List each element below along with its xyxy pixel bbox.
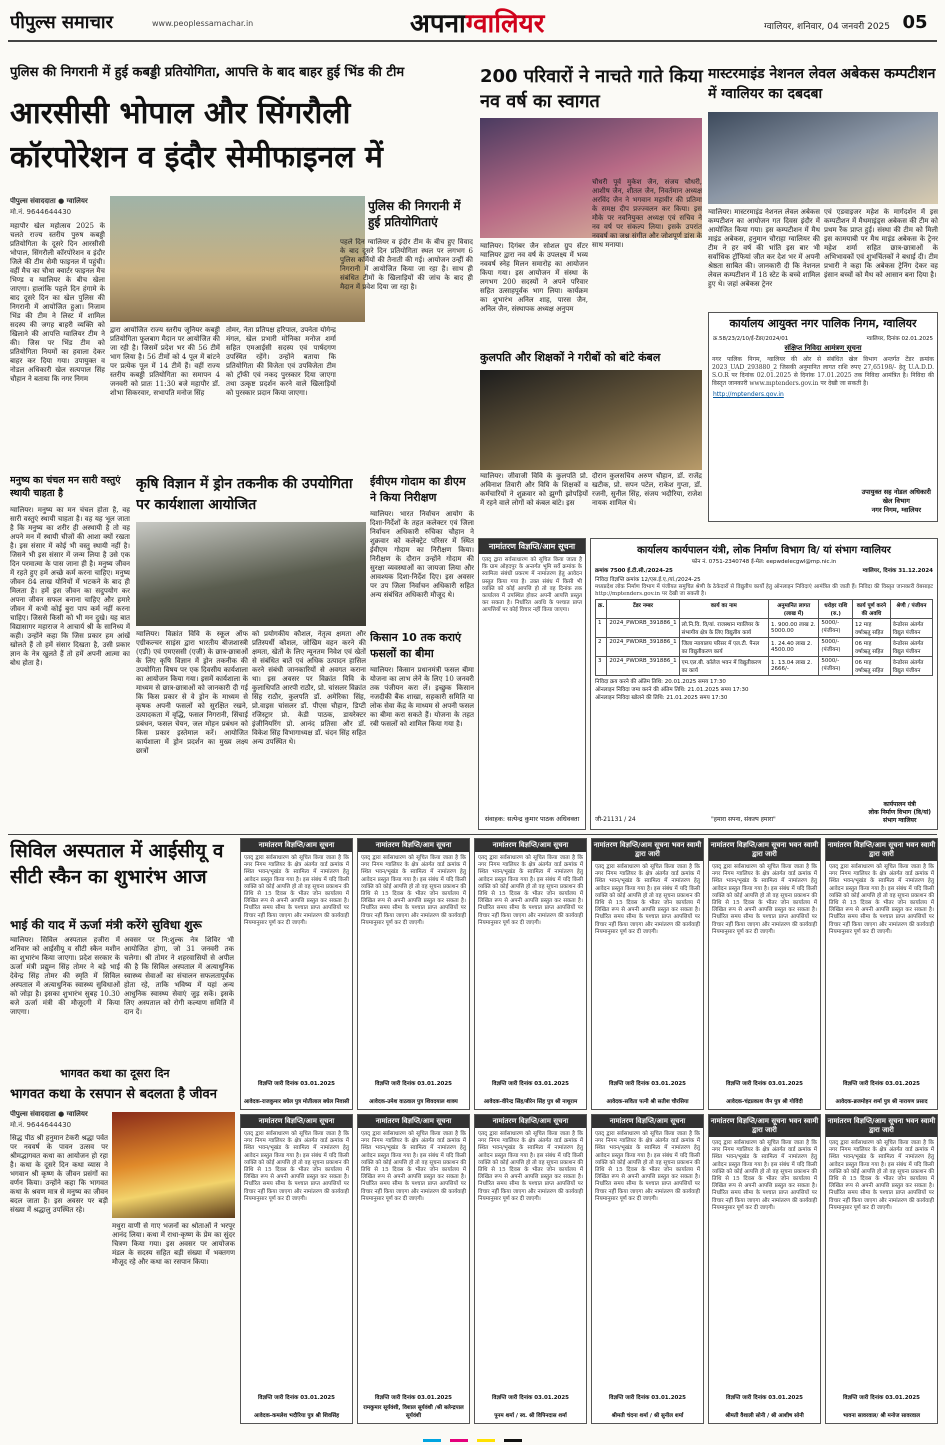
kabaddi-col-1: महापौर खेल महोत्सव 2025 के चलते राज्य स्तरीय पुरुष कबड्डी प्रतियोगिता के दूसरे दिन आरसीसी भोपाल, सिंगरौली कॉरपोरेशन व इंदौर जिले की टीम सेमी फाइनल में पहुंची। वहीं मैच का चौथा क्वार्टर फाइनल मैच भिण्ड व ग्वालियर के बीच खेला जाएगा। हालांकि पहले दिन हंगामे के बाद दूसरे दिन का खेल पुलिस की निगरानी में आयोजित हुआ। निजाम भिंड की टीम ने लिस्ट में शामिल सदस्य की जगह बाहरी व्यक्ति को खिलाने की आपत्ति ग्वालियर टीम ने की। जिस पर भिंड टीम को प्रतियोगिता नियमों का हवाला देकर बाहर कर दिया गया। उपायुक्त व नोडल अधिकारी खेल सत्यपाल सिंह चौहान ने बताया कि नगर निगम (10, 222, 105, 383)
classified-notice-title: नामांतरण विज्ञप्ति/आम सूचना भवन स्वामी द्वारा जारी (709, 1115, 820, 1137)
nigam-notice-date: ग्वालियर, दिनांक 02.01.2025 (866, 336, 933, 342)
classified-notice-title: नामांतरण विज्ञप्ति/आम सूचना (358, 1115, 469, 1128)
nigam-notice-signatory (862, 488, 931, 515)
pwd-table-cell: 1. 24.40 लाख 2. 4500.00 (768, 638, 818, 657)
pwd-table-cell: 2024_PWDRB_391886_1 (607, 638, 679, 657)
classified-notice-title: नामांतरण विज्ञप्ति/आम सूचना (358, 839, 469, 852)
pwd-title: कार्यालय कार्यपालन यंत्री, लोक निर्माण विभाग वि/ यां संभाग ग्वालियर (637, 545, 891, 556)
pwd-table-cell: 2024_PWDRB_391886_1 (607, 657, 679, 676)
mastermind-photo (708, 112, 938, 204)
newyear-col-2: चौधरी पूर्व मुकेश जैन, संजय चौधरी, आशीष जैन, शीतल जैन, निवर्तमान अध्यक्ष अरविंद जैन ने भगवान महावीर की प्रतिमा के समक्ष दीप प्रज्ज्वलन कर किया। इस मौके पर नवनियुक्त अध्यक्ष एवं सचिव ने नव वर्ष पर संकल्प लिया। इसके उपरांत नववर्ष का जश्न संगीत और जोशपूर्ण डांस के साथ मनाया। (592, 178, 702, 249)
classified-notice (474, 838, 587, 1110)
kabaddi-photo (110, 196, 365, 322)
page-number: 05 (902, 12, 928, 33)
drone-headline: कृषि विज्ञान में ड्रोन तकनीक की उपयोगिता पर कार्यशाला आयोजित (136, 476, 353, 513)
classified-notice (708, 1114, 821, 1424)
classified-notice-title: नामांतरण विज्ञप्ति/आम सूचना (475, 839, 586, 852)
classified-notice-date: विज्ञप्ति जारी दिनांक 03.01.2025 (608, 1395, 687, 1401)
classified-notice-date: विज्ञप्ति जारी दिनांक 03.01.2025 (374, 1081, 453, 1087)
pwd-table-cell: वेन्डोरस अंतर्गत विद्युत पंजीयन (890, 619, 932, 638)
classified-notice-title: नामांतरण विज्ञप्ति/आम सूचना (241, 1115, 352, 1128)
classified-notice (474, 1114, 587, 1424)
drone-col-1: ग्वालियर। विक्रांत विवि के स्कूल ऑफ एग्रीकल्चर साइंस द्वारा भारतीय बीजशास्त्री (एडी) एवं एमएससी (एजी) के छात्र-छात्राओं के लिए कृषि विज्ञान में ड्रोन तकनीक की उपयोगिता विषय पर एक दिवसीय कार्यशाला का आयोजन किया गया। इसमें कार्यशाला के माध्यम से छात्र-छात्राओं को जानकारी दी गई कि किस प्रकार से वे ड्रोन के माध्यम से कृषक अपनी फसलों को सुरक्षित रखने, उत्पादकता में वृद्धि, फसल निगरानी, सिंचाई प्रबंधन, फसल चेयन, जल मोहन प्रबंधन को किस प्रकार इस्तेमाल करें। आयोजित कार्यशाला में ड्रोन प्रदर्शन का मुख्य लक्ष्य छात्रों (136, 630, 248, 755)
bhagwat-photo (112, 1112, 235, 1218)
naamantaran-center-body: एतद् द्वारा सर्वसाधारण को सूचित किया जाता है कि ग्राम ओहदपुर के अन्तर्गत भूमि सर्वे क्रमांक के स्वामित्व संबंधी प्रकरण में नामांतरण हेतु आवेदन प्रस्तुत किया गया है। उक्त संबंध में किसी भी व्यक्ति को कोई आपत्ति हो तो वह दिनांक तक कार्यालय में उपस्थित होकर अपनी आपत्ति प्रस्तुत कर सकता है। निर्धारित अवधि के पश्चात प्राप्त आपत्तियों पर कोई विचार नहीं किया जाएगा। (482, 557, 582, 614)
blanket-col-2: दौरान कुलसचिव अरुण चौहान, डॉ. राजेंद्र खटीक, प्रो. सपन पटेल, राकेश गुप्ता, डॉ. रजनी, सुनील सिंह, संजय भदौरिया, राजेश नायक शामिल थे। (592, 472, 702, 507)
nigam-signatory-line-2: खेल विभाग (882, 497, 910, 505)
classified-notice-body: एतद् द्वारा सर्वसाधारण को सूचित किया जाता है कि नगर निगम ग्वालियर के क्षेत्र अंतर्गत वार्ड क्रमांक में स्थित भवन/भूखंड के स्वामित्व में नामांतरण हेतु आवेदन प्रस्तुत किया गया है। इस संबंध में यदि किसी व्यक्ति को कोई आपत्ति हो तो वह सूचना प्रकाशन की तिथि से 15 दिवस के भीतर जोन कार्यालय में लिखित रूप से अपनी आपत्ति प्रस्तुत कर सकता है। निर्धारित समय सीमा के पश्चात प्राप्त आपत्तियों पर विचार नहीं किया जाएगा और नामांतरण की कार्यवाही नियमानुसार पूर्ण कर दी जाएगी। (829, 1140, 934, 1211)
pwd-date: ग्वालियर, दिनांक 31.12.2024 (862, 568, 933, 574)
blanket-col-1: ग्वालियर। जीवाजी विवि के कुलपति प्रो. अविनाश तिवारी और विवि के शिक्षकों व कर्मचारियों ने शुक्रवार को झुग्गी झोपड़ियों में रहने वाले लोगों को कंबल बांटे। इस (480, 472, 588, 507)
classified-notice (591, 838, 704, 1110)
pwd-contact: फोन नं. 0751-2340748 ई-मेल: eepwdelecgwl@mp.nic.in (691, 559, 837, 565)
mastermind-headline: मास्टरमाइंड नेशनल लेवल अबेकस कम्पटीशन में ग्वालियर का दबदबा (708, 66, 936, 102)
classified-notice-body: एतद् द्वारा सर्वसाधारण को सूचित किया जाता है कि नगर निगम ग्वालियर के क्षेत्र अंतर्गत वार्ड क्रमांक में स्थित भवन/भूखंड के स्वामित्व में नामांतरण हेतु आवेदन प्रस्तुत किया गया है। इस संबंध में यदि किसी व्यक्ति को कोई आपत्ति हो तो वह सूचना प्रकाशन की तिथि से 15 दिवस के भीतर जोन कार्यालय में लिखित रूप से अपनी आपत्ति प्रस्तुत कर सकता है। निर्धारित समय सीमा के पश्चात प्राप्त आपत्तियों पर विचार नहीं किया जाएगा और नामांतरण की कार्यवाही नियमानुसार पूर्ण कर दी जाएगी। (829, 864, 934, 935)
classified-notice (708, 838, 821, 1110)
classified-notice (357, 1114, 470, 1424)
newyear-col-1: ग्वालियर। दिगंबर जैन सोशल ग्रुप सेंटर ग्वालियर द्वारा नव वर्ष के उपलक्ष्य में भव्य नववर्ष स्नेह मिलन समारोह का आयोजन किया गया। इस आयोजन में संस्था के लगभग 200 सदस्यों ने अपने परिवार सहित उत्साहपूर्वक भाग लिया। कार्यक्रम का शुभारंभ अनिल शाह, पारस जैन, अनिल जैन, संस्थापक अध्यक्ष अनुपम (480, 242, 588, 313)
bhagwat-mobile: मो.नं. 9644644430 (10, 1121, 72, 1129)
classified-notice-signatory: पूनम शर्मा / स्व. श्री विपिनदास शर्मा (494, 1413, 567, 1419)
bhagwat-headline: भागवत कथा के रसपान से बदलता है जीवन (10, 1087, 217, 1102)
pwd-table-cell: 5000/- (पंजीयन) (819, 619, 853, 638)
nigam-signatory-line-3: नगर निगम, ग्वालियर (871, 506, 922, 514)
kabaddi-photo-caption: पुलिस की निगरानी में हुई प्रतियोगिताएं (368, 199, 461, 229)
classified-notice (825, 1114, 938, 1424)
classified-notice-body: एतद् द्वारा सर्वसाधारण को सूचित किया जाता है कि नगर निगम ग्वालियर के क्षेत्र अंतर्गत वार्ड क्रमांक में स्थित भवन/भूखंड के स्वामित्व में नामांतरण हेतु आवेदन प्रस्तुत किया गया है। इस संबंध में यदि किसी व्यक्ति को कोई आपत्ति हो तो वह सूचना प्रकाशन की तिथि से 15 दिवस के भीतर जोन कार्यालय में लिखित रूप से अपनी आपत्ति प्रस्तुत कर सकता है। निर्धारित समय सीमा के पश्चात प्राप्त आपत्तियों पर विचार नहीं किया जाएगा और नामांतरण की कार्यवाही नियमानुसार पूर्ण कर दी जाएगी। (478, 1131, 583, 1202)
kabaddi-col-3: तोमर, नेता प्रतिपक्ष हरिपाल, उपनेता योगेन्द्र मंगल, खेल प्रभारी मोनिका मनोज शर्मा सहित एमआईसी सदस्य एवं पार्षदगण उपस्थित रहेंगे। उन्होंने बताया कि प्रतियोगिता की विजेता एवं उपविजेता टीम को ट्रॉफी एवं नकद पुरस्कार दिया जाएगा तथा उत्कृष्ट प्रदर्शन करने वाले खिलाड़ियों को पुरस्कार प्रदान किया जाएगा। (226, 326, 336, 397)
classified-notice-body: एतद् द्वारा सर्वसाधारण को सूचित किया जाता है कि नगर निगम ग्वालियर के क्षेत्र अंतर्गत वार्ड क्रमांक में स्थित भवन/भूखंड के स्वामित्व में नामांतरण हेतु आवेदन प्रस्तुत किया गया है। इस संबंध में यदि किसी व्यक्ति को कोई आपत्ति हो तो वह सूचना प्रकाशन की तिथि से 15 दिवस के भीतर जोन कार्यालय में लिखित रूप से अपनी आपत्ति प्रस्तुत कर सकता है। निर्धारित समय सीमा के पश्चात प्राप्त आपत्तियों पर विचार नहीं किया जाएगा और नामांतरण की कार्यवाही नियमानुसार पूर्ण कर दी जाएगी। (712, 864, 817, 935)
pwd-table-row (596, 638, 933, 657)
pwd-table-header-cell: टेंडर नम्बर (607, 600, 679, 619)
classified-notice-title: नामांतरण विज्ञप्ति/आम सूचना भवन स्वामी द्वारा जारी (826, 1115, 937, 1137)
bhagwat-col-1: सिद्ध पीठ श्री हनुमान टेकरी श्रद्धा पर्वत पर नववर्ष के पावन उत्सव पर श्रीमद्भागवत कथा का आयोजन हो रहा है। कथा के दूसरे दिन कथा व्यास ने भगवान श्री कृष्ण के जीवन प्रसंगों का वर्णन किया। उन्होंने कहा कि भागवत कथा के श्रवण मात्र से मनुष्य का जीवन बदल जाता है। इस अवसर पर बड़ी संख्या में श्रद्धालु उपस्थित रहे। (10, 1134, 108, 1214)
kabaddi-headline: आरसीसी भोपाल और सिंगरौली कॉरपोरेशन व इंदौर सेमीफाइनल में (10, 96, 383, 175)
pwd-table-header-cell: अनुमानित लागत (लाख में) (768, 600, 818, 619)
pwd-table-cell: 06 माह वर्षाऋतु सहित (853, 657, 891, 676)
cmyk-cyan-swatch (423, 1439, 441, 1442)
classified-notice-title: नामांतरण विज्ञप्ति/आम सूचना (592, 1115, 703, 1128)
classified-notice-signatory: भावना सावरवाल/ श्री मनोज सावरवाल (843, 1413, 920, 1419)
kabaddi-byline: पीपुल्स संवाददाता ● ग्वालियर (10, 197, 88, 205)
classified-notice-body: एतद् द्वारा सर्वसाधारण को सूचित किया जाता है कि नगर निगम ग्वालियर के क्षेत्र अंतर्गत वार्ड क्रमांक में स्थित भवन/भूखंड के स्वामित्व में नामांतरण हेतु आवेदन प्रस्तुत किया गया है। इस संबंध में यदि किसी व्यक्ति को कोई आपत्ति हो तो वह सूचना प्रकाशन की तिथि से 15 दिवस के भीतर जोन कार्यालय में लिखित रूप से अपनी आपत्ति प्रस्तुत कर सकता है। निर्धारित समय सीमा के पश्चात प्राप्त आपत्तियों पर विचार नहीं किया जाएगा और नामांतरण की कार्यवाही नियमानुसार पूर्ण कर दी जाएगी। (361, 855, 466, 926)
pwd-table-cell: 2 (596, 638, 607, 657)
nigam-notice-subhead: संक्षिप्त निविदा आमंत्रण सूचना (784, 344, 862, 352)
pwd-schedule-3: ऑनलाइन निविदा खोलने की तिथि: 21.01.2025 समय 17:30 (595, 695, 728, 702)
classified-notice-date: विज्ञप्ति जारी दिनांक 03.01.2025 (374, 1395, 453, 1401)
pwd-signatory-line-1: कार्यपालन यंत्री (883, 801, 916, 808)
kabaddi-mobile: मो.नं. 9644644430 (10, 208, 72, 216)
pwd-table-header-cell: कार्य का नाम (679, 600, 768, 619)
classified-notice-signatory: आवेदक-उमेश वाठवाल पुत्र शिवदयाल शाक्य (369, 1099, 458, 1105)
pwd-footer-left: जी-21131 / 24 (595, 816, 636, 823)
pwd-table-cell: 06 माह वर्षाऋतु सहित (853, 638, 891, 657)
classified-notice-signatory: श्रीमती वैशाली सोनी / श्री आशीष सोनी (725, 1413, 804, 1419)
classified-notice-signatory: आवेदक-कमलेश भदौरिया पुत्र श्री शिवसिंह (253, 1413, 339, 1419)
kabaddi-kicker: पुलिस की निगरानी में हुई कबड्डी प्रतियोगिता, आपत्ति के बाद बाहर हुई भिंड की टीम (10, 65, 405, 80)
pwd-table-cell: 1 (596, 619, 607, 638)
naamantaran-center-notice (478, 538, 586, 830)
drone-col-2: को प्रयोगकीय कौशल, नेतृत्व क्षमता और प्रतिस्पर्धी कौशल, जोखिम वहन करने की क्षमता, खेतों के लिए न्यूनतम निवेश एवं खेतों से संबंधित बातें एवं अधिक उत्पादन हासिल करने संबंधी जानकारियों से अवगत कराना था। इस अवसर पर विक्रांत विवि के कुलाधिपति आरपी राठौर, प्रो. चांसलर विक्रांत सिंह राठौर, कुलपति डॉ. अमेरिका सिंह, प्रो.वाइस चांसलर डॉ. पीएस चौहान, डिप्टी रजिस्ट्रार प्रो. केडी पाठक, डायरेक्टर इंजीनियरिंग प्रो. आनंद प्रतिसा और डॉ. विकेश सिंह विभागाध्यक्ष डॉ. चंदन सिंह सहित अन्य उपस्थित थे। (252, 630, 366, 746)
pwd-table-header-cell: धरोहर राशि (रु.) (819, 600, 853, 619)
city-date: ग्वालियर, शनिवार, 04 जनवरी 2025 (764, 22, 890, 32)
bhagwat-kicker: भागवत कथा का दूसरा दिन (60, 1067, 170, 1080)
hospital-kicker: भाई की याद में ऊर्जा मंत्री करेंगे सुविधा शुरू (10, 918, 202, 932)
classified-notice-signatory: आवेदक-वीरेन्द्र सिंह/बीरेन सिंह पुत्र श्री नाथूराम (483, 1099, 578, 1105)
pwd-table-row (596, 619, 933, 638)
pwd-footer-mid: "हमारा सपना, संकल्प हमारा" (711, 816, 776, 823)
pwd-table-header-cell: कार्य पूर्ण करने की अवधि (853, 600, 891, 619)
pwd-tender-table (595, 599, 933, 676)
classified-notice-title: नामांतरण विज्ञप्ति/आम सूचना भवन स्वामी द्वारा जारी (592, 839, 703, 861)
classified-notice-body: एतद् द्वारा सर्वसाधारण को सूचित किया जाता है कि नगर निगम ग्वालियर के क्षेत्र अंतर्गत वार्ड क्रमांक में स्थित भवन/भूखंड के स्वामित्व में नामांतरण हेतु आवेदन प्रस्तुत किया गया है। इस संबंध में यदि किसी व्यक्ति को कोई आपत्ति हो तो वह सूचना प्रकाशन की तिथि से 15 दिवस के भीतर जोन कार्यालय में लिखित रूप से अपनी आपत्ति प्रस्तुत कर सकता है। निर्धारित समय सीमा के पश्चात प्राप्त आपत्तियों पर विचार नहीं किया जाएगा और नामांतरण की कार्यवाही नियमानुसार पूर्ण कर दी जाएगी। (595, 864, 700, 935)
kabaddi-col-2: द्वारा आयोजित राज्य स्तरीय जूनियर कबड्डी प्रतियोगिता फूलबाग मैदान पर आयोजित की जा रही है। जिसमें प्रदेश भर की 56 टीमें भाग लिया है। 56 टीमों को 4 पूल में बांटने पर प्रत्येक पूल में 14 टीमें हैं। वहीं राज्य स्तरीय कबड्डी प्रतियोगिता का समापन 4 जनवरी को प्रातः 11:30 बजे महापौर डॉ. शोभा सिकरवार, सभापति मनोज सिंह (110, 326, 220, 397)
classified-notice-body: एतद् द्वारा सर्वसाधारण को सूचित किया जाता है कि नगर निगम ग्वालियर के क्षेत्र अंतर्गत वार्ड क्रमांक में स्थित भवन/भूखंड के स्वामित्व में नामांतरण हेतु आवेदन प्रस्तुत किया गया है। इस संबंध में यदि किसी व्यक्ति को कोई आपत्ति हो तो वह सूचना प्रकाशन की तिथि से 15 दिवस के भीतर जोन कार्यालय में लिखित रूप से अपनी आपत्ति प्रस्तुत कर सकता है। निर्धारित समय सीमा के पश्चात प्राप्त आपत्तियों पर विचार नहीं किया जाएगा और नामांतरण की कार्यवाही नियमानुसार पूर्ण कर दी जाएगी। (244, 855, 349, 926)
hospital-headline: सिविल अस्पताल में आईसीयू व सीटी स्कैन का शुभारंभ आज (10, 840, 224, 888)
nigam-notice-ref: क्र.58/23/2/10/ई-टेंडर/2024/01 (713, 336, 789, 342)
classified-notice-title: नामांतरण विज्ञप्ति/आम सूचना (475, 1115, 586, 1128)
pwd-table-cell: 2024_PWDRB_391886_1 (607, 619, 679, 638)
naamantaran-center-footer: संवाहक: सत्येन्द्र कुमार पाठक अधिवक्ता (484, 815, 580, 823)
classified-notice-signatory: श्रीमती चंदना शर्मा / श्री सुनील शर्मा (611, 1413, 684, 1419)
classified-notice-title: नामांतरण विज्ञप्ति/आम सूचना भवन स्वामी द्वारा जारी (826, 839, 937, 861)
hospital-col-2: अवसर पर नि:शुल्क नेत्र शिविर भी आयोजित होगा, जो 31 जनवरी तक चलेगा। श्री तोमर ने शहरवासियों से अपील की है कि सिविल अस्पताल में अत्याधुनिक स्वास्थ्य सेवाओं का संचालन सफलतापूर्वक होता रहे, ताकि भविष्य में यहां अन्य आधुनिक स्वास्थ्य सेवाएं जुड़ सकें। इसके लिए अस्पताल को रोगी कल्याण समिति में दान दें। (124, 936, 234, 1016)
classified-notice-date: विज्ञप्ति जारी दिनांक 03.01.2025 (725, 1395, 804, 1401)
pwd-table-cell: लो.नि.वि. वि/यां. राजस्थान ग्वालियर के संभागीय क्षेत्र के लिए विद्युतीय कार्य (679, 619, 768, 638)
classified-notice (357, 838, 470, 1110)
life-headline: मनुष्य का चंचल मन सारी वस्तुएं स्थायी चाहता है (10, 475, 121, 499)
kisan-body: ग्वालियर। किसान प्रधानमंत्री फसल बीमा योजना का लाभ लेने के लिए 10 जनवरी तक पंजीयन करा लें। इच्छुक किसान नजदीकी बैंक शाखा, सहकारी समिति या लोक सेवा केंद्र के माध्यम से अपनी फसल का बीमा करा सकते हैं। योजना के तहत रबी फसलों को शामिल किया गया है। (370, 666, 474, 728)
classified-notice (240, 1114, 353, 1424)
section-title-part-2: ग्वालियर (465, 9, 545, 38)
masthead-divider (8, 40, 937, 42)
pwd-signatory-line-2: लोक निर्माण विभाग (वि/यां) (868, 809, 931, 816)
naamantaran-center-title: नामांतरण विज्ञप्ति/आम सूचना (479, 539, 585, 554)
pwd-table-header-cell: क्र. (596, 600, 607, 619)
nigam-notice-body: नगर पालिक निगम, ग्वालियर की ओर से संबंधित खेल विभाग अन्तर्गत टेंडर क्रमांक 2023_UAD_293880_2 जिसकी अनुमानित लागत राशि रुपए 27,65198/- हेतु U.A.D.D. S.O.R पर दिनांक 02.01.2025 से दिनांक 17.01.2025 तक निविदा आमंत्रित है। निविदा की विस्तृत जानकारी www.mptenders.gov.in पर देखी जा सकती है। (712, 356, 934, 387)
classifieds-row-2 (240, 1114, 938, 1424)
pwd-table-cell: एम.एल.बी. कॉलेज भवन में विद्युतीकरण का कार्य (679, 657, 768, 676)
classified-notice-signatory: रामकुमार सूर्यवंशी, विशाल सूर्यवंशी /श्री बलेन्द्रपाल सूर्यवंशी (363, 1405, 464, 1419)
blanket-headline: कुलपति और शिक्षकों ने गरीबों को बांटे कंबल (480, 351, 661, 364)
website-label: www.peoplessamachar.in (152, 19, 254, 28)
nigam-notice (708, 312, 938, 522)
nigam-notice-title: कार्यालय आयुक्त नगर पालिक निगम, ग्वालियर (729, 317, 917, 330)
section-divider (8, 834, 937, 835)
classified-notice (825, 838, 938, 1110)
pwd-table-cell: 1. 13.04 लाख 2. 2666/- (768, 657, 818, 676)
pwd-schedule-1: निविदा क्रय करने की अंतिम तिथि: 20.01.2025 समय 17:30 (595, 679, 726, 686)
classified-notice-signatory: आवेदक-राजकुमार बघेल पुत्र मोतीलाल बघेल निवासी (243, 1099, 350, 1105)
pwd-schedule-2: ऑनलाइन निविदा जमा करने की अंतिम तिथि: 21.01.2025 समय 17:30 (595, 687, 749, 694)
life-body: ग्वालियर। मनुष्य का मन चंचल होता है, वह सारी वस्तुएं स्थायी चाहता है। वह यह भूल जाता है कि मनुष्य का शरीर ही अस्थायी है तो वह अपने मन में स्थायी चीजों की आशा क्यों रखता है। इस संसार में कोई भी वस्तु स्थायी नहीं है। जिसने भी इस संसार में जन्म लिया है उसे एक दिन परमात्मा के पास जाना ही है। मनुष्य जीवन में रहते हुए हमें अच्छे कर्म करना चाहिए। मनुष्य जीवन 84 लाख योनियों में भटकने के बाद ही मिलता है। हमें इस जीवन का सदुपयोग कर अपना जीवन सफल बनाना चाहिए और हमारे जीवन में कभी कोई बुरा पाप कर्म नहीं करना चाहिए। जिससे किसी को भी मन दुखे। यह बात विद्यासागर महाराज ने आचार्य श्री के सानिध्य में कही। उन्होंने कहा कि जिस प्रकार हम आंखें खोलते हैं तो हमें संसार दिखता है, उसी प्रकार ज्ञान के नेत्र खुलते हैं तो हमें अपनी आत्मा का बोध होता है। (10, 506, 130, 667)
pwd-table-cell: 5000/- (पंजीयन) (819, 657, 853, 676)
pwd-table-cell: जिला न्यायालय परिसर में एल.टी. पैनल का विद्युतीकरण कार्य (679, 638, 768, 657)
nigam-signatory-line-1: उपायुक्त सह नोडल अधिकारी (861, 488, 931, 496)
masthead (0, 0, 945, 42)
kisan-headline: किसान 10 तक कराएं फसलों का बीमा (370, 631, 462, 660)
classified-notice-title: नामांतरण विज्ञप्ति/आम सूचना (241, 839, 352, 852)
pwd-table-cell: 1. 900.00 लाख 2. 5000.00 (768, 619, 818, 638)
cmyk-magenta-swatch (450, 1439, 468, 1442)
pwd-ref: क्रमांक 7500 ई.टी.सी./2024-25 (595, 568, 673, 574)
color-registration-bar (0, 1430, 945, 1442)
classified-notice-date: विज्ञप्ति जारी दिनांक 03.01.2025 (608, 1081, 687, 1087)
classified-notice-date: विज्ञप्ति जारी दिनांक 03.01.2025 (257, 1395, 336, 1401)
classified-notice-body: एतद् द्वारा सर्वसाधारण को सूचित किया जाता है कि नगर निगम ग्वालियर के क्षेत्र अंतर्गत वार्ड क्रमांक में स्थित भवन/भूखंड के स्वामित्व में नामांतरण हेतु आवेदन प्रस्तुत किया गया है। इस संबंध में यदि किसी व्यक्ति को कोई आपत्ति हो तो वह सूचना प्रकाशन की तिथि से 15 दिवस के भीतर जोन कार्यालय में लिखित रूप से अपनी आपत्ति प्रस्तुत कर सकता है। निर्धारित समय सीमा के पश्चात प्राप्त आपत्तियों पर विचार नहीं किया जाएगा और नामांतरण की कार्यवाही नियमानुसार पूर्ण कर दी जाएगी। (478, 855, 583, 926)
classified-notice-date: विज्ञप्ति जारी दिनांक 03.01.2025 (491, 1395, 570, 1401)
cmyk-black-swatch (504, 1439, 522, 1442)
classified-notice-title: नामांतरण विज्ञप्ति/आम सूचना भवन स्वामी द्वारा जारी (709, 839, 820, 861)
pwd-table-header-cell: श्रेणी / पंजीयन (890, 600, 932, 619)
blanket-photo (480, 370, 702, 470)
pwd-signatory-line-3: संभाग ग्वालियर (883, 817, 917, 824)
classified-notice-date: विज्ञप्ति जारी दिनांक 03.01.2025 (725, 1081, 804, 1087)
classified-notice-date: विज्ञप्ति जारी दिनांक 03.01.2025 (257, 1081, 336, 1087)
classified-notice-signatory: आवेदक-चंद्रप्रकाश जैन पुत्र श्री गोविंदी (726, 1099, 803, 1105)
pwd-signatory (868, 801, 931, 825)
evm-body: ग्वालियर। भारत निर्वाचन आयोग के दिशा-निर्देशों के तहत कलेक्टर एवं जिला निर्वाचन अधिकारी रुचिका चौहान ने शुक्रवार को कलेक्ट्रेट परिसर में स्थित ईवीएम गोदाम का निरीक्षण किया। निरीक्षण के दौरान उन्होंने गोदाम की सुरक्षा व्यवस्थाओं का जायजा लिया और आवश्यक दिशा-निर्देश दिए। इस अवसर पर उप जिला निर्वाचन अधिकारी सहित अन्य संबंधित अधिकारी मौजूद थे। (370, 510, 474, 599)
classified-notice-body: एतद् द्वारा सर्वसाधारण को सूचित किया जाता है कि नगर निगम ग्वालियर के क्षेत्र अंतर्गत वार्ड क्रमांक में स्थित भवन/भूखंड के स्वामित्व में नामांतरण हेतु आवेदन प्रस्तुत किया गया है। इस संबंध में यदि किसी व्यक्ति को कोई आपत्ति हो तो वह सूचना प्रकाशन की तिथि से 15 दिवस के भीतर जोन कार्यालय में लिखित रूप से अपनी आपत्ति प्रस्तुत कर सकता है। निर्धारित समय सीमा के पश्चात प्राप्त आपत्तियों पर विचार नहीं किया जाएगा और नामांतरण की कार्यवाही नियमानुसार पूर्ण कर दी जाएगी। (595, 1131, 700, 1202)
newyear-headline: 200 परिवारों ने नाचते गाते किया नव वर्ष का स्वागत (480, 66, 703, 112)
pwd-intro: मध्यप्रदेश लोक निर्माण विभाग में पंजीयत समुचित श्रेणी के ठेकेदारों से विद्युतीय कार्यों हेतु ऑनलाइन निविदाएं आमंत्रित की जाती हैं। निविदा की विस्तृत जानकारी वेबसाइट http://mptenders.gov.in पर देखी जा सकती है। (595, 584, 933, 598)
mastermind-col-1: ग्वालियर। मास्टरमाइंड नेशनल लेवल अबेकस कम्पटीशन का आयोजन गत दिवस इंदौर में आयोजित किया गया। इस कम्पटीशन में मैथ माइंड अबेकस, हनुमान चौराहा ग्वालियर की टीम ने हर वर्ष की भांति इस बार भी सर्वाधिक ट्रॉफियां जीत कर देश भर में अपनी श्रेष्ठता साबित की। जानकारी दी कि नेशनल लेवल कम्पटीशन में 18 स्टेट के बच्चे शामिल हुए थे। जहां अबेकस ट्रेनर (708, 208, 820, 288)
pwd-table-cell: 5000/- (पंजीयन) (819, 638, 853, 657)
bhagwat-byline: पीपुल्स संवाददाता ● ग्वालियर (10, 1110, 88, 1118)
evm-headline: ईवीएम गोदाम का डीएम ने किया निरीक्षण (370, 475, 466, 504)
mastermind-col-2: एवं एडवाइजर महेश के मार्गदर्शन में इस कम्पटीशन में मैथमाइंड्स अबेकस की टीम को प्रथम रैंक प्राप्त हुई। संस्था की टीम को मिली इस कामयाबी पर मैथ माइंड अबेकस के ट्रेनर महेश शर्मा सहित छात्र-छात्राओं के अभिभावकों एवं शुभचिंतकों ने बधाई दी। टीम प्रभारी ने कहा कि अबेकस ट्रेनिंग देकर वह इंसान बच्चों को मैथ को आसान बना दिया है। (824, 208, 938, 279)
classified-notice-date: विज्ञप्ति जारी दिनांक 03.01.2025 (491, 1081, 570, 1087)
cmyk-yellow-swatch (477, 1439, 495, 1442)
classified-notice-body: एतद् द्वारा सर्वसाधारण को सूचित किया जाता है कि नगर निगम ग्वालियर के क्षेत्र अंतर्गत वार्ड क्रमांक में स्थित भवन/भूखंड के स्वामित्व में नामांतरण हेतु आवेदन प्रस्तुत किया गया है। इस संबंध में यदि किसी व्यक्ति को कोई आपत्ति हो तो वह सूचना प्रकाशन की तिथि से 15 दिवस के भीतर जोन कार्यालय में लिखित रूप से अपनी आपत्ति प्रस्तुत कर सकता है। निर्धारित समय सीमा के पश्चात प्राप्त आपत्तियों पर विचार नहीं किया जाएगा और नामांतरण की कार्यवाही नियमानुसार पूर्ण कर दी जाएगी। (712, 1140, 817, 1211)
pwd-table-cell: वेन्डोरस अंतर्गत विद्युत पंजीयन (890, 638, 932, 657)
classified-notice-signatory: आवेदक-ब्रजमोहन शर्मा पुत्र श्री नारायण प्रसाद (835, 1099, 928, 1105)
pwd-tender-notice (590, 538, 938, 830)
classified-notice (591, 1114, 704, 1424)
section-title-part-1: अपना (410, 9, 466, 38)
pwd-table-row (596, 657, 933, 676)
pwd-table-cell: वेन्डोरस अंतर्गत विद्युत पंजीयन (890, 657, 932, 676)
hospital-col-1: ग्वालियर। सिविल अस्पताल हजीरा में शनिवार को आईसीयू व सीटी स्कैन मशीन का शुभारंभ किया जाएगा। प्रदेश सरकार के ऊर्जा मंत्री प्रद्युम्न सिंह तोमर ने बड़े भाई देवेन्द्र सिंह तोमर की स्मृति में सिविल अस्पताल में अत्याधुनिक स्वास्थ्य सुविधाओं को जोड़ा है। इसका शुभारंभ सुबह 10.30 बजे ऊर्जा मंत्री की मौजूदगी में किया जाएगा। (10, 936, 120, 1016)
pwd-table-cell: 12 माह वर्षाऋतु सहित (853, 619, 891, 638)
paper-logo: पीपुल्स समाचार (10, 12, 113, 33)
pwd-table-cell: 3 (596, 657, 607, 676)
classified-notice-date: विज्ञप्ति जारी दिनांक 03.01.2025 (842, 1081, 921, 1087)
classified-notice-body: एतद् द्वारा सर्वसाधारण को सूचित किया जाता है कि नगर निगम ग्वालियर के क्षेत्र अंतर्गत वार्ड क्रमांक में स्थित भवन/भूखंड के स्वामित्व में नामांतरण हेतु आवेदन प्रस्तुत किया गया है। इस संबंध में यदि किसी व्यक्ति को कोई आपत्ति हो तो वह सूचना प्रकाशन की तिथि से 15 दिवस के भीतर जोन कार्यालय में लिखित रूप से अपनी आपत्ति प्रस्तुत कर सकता है। निर्धारित समय सीमा के पश्चात प्राप्त आपत्तियों पर विचार नहीं किया जाएगा और नामांतरण की कार्यवाही नियमानुसार पूर्ण कर दी जाएगी। (361, 1131, 466, 1202)
classified-notice (240, 838, 353, 1110)
nigam-notice-website[interactable]: http://mptenders.gov.in (713, 391, 784, 398)
pwd-sub: निविदा विज्ञप्ति क्रमांक 12/एस.ई.ए./यां./2024-25 (595, 577, 701, 583)
classifieds-row-1 (240, 838, 938, 1110)
classified-notice-body: एतद् द्वारा सर्वसाधारण को सूचित किया जाता है कि नगर निगम ग्वालियर के क्षेत्र अंतर्गत वार्ड क्रमांक में स्थित भवन/भूखंड के स्वामित्व में नामांतरण हेतु आवेदन प्रस्तुत किया गया है। इस संबंध में यदि किसी व्यक्ति को कोई आपत्ति हो तो वह सूचना प्रकाशन की तिथि से 15 दिवस के भीतर जोन कार्यालय में लिखित रूप से अपनी आपत्ति प्रस्तुत कर सकता है। निर्धारित समय सीमा के पश्चात प्राप्त आपत्तियों पर विचार नहीं किया जाएगा और नामांतरण की कार्यवाही नियमानुसार पूर्ण कर दी जाएगी। (244, 1131, 349, 1202)
section-title (410, 4, 610, 38)
classified-notice-signatory: आवेदक-सविता पत्नी श्री सतीश चौरसिया (606, 1099, 689, 1105)
drone-photo (136, 522, 366, 626)
classified-notice-date: विज्ञप्ति जारी दिनांक 03.01.2025 (842, 1395, 921, 1401)
bhagwat-col-2: मथुरा वाणी से गाए भजनों का श्रोताओं ने भरपूर आनंद लिया। कथा में राधा-कृष्ण के प्रेम का सुंदर चित्रण किया गया। इस अवसर पर आयोजक मंडल के सदस्य सहित बड़ी संख्या में भक्तगण मौजूद रहे और कथा का रसपान किया। (112, 1222, 235, 1266)
kabaddi-col-4: पहले दिन ग्वालियर व इंदौर टीम के बीच हुए विवाद के बाद दूसरे दिन प्रतियोगिता स्थल पर लगभग 6 पुलिस कर्मियों की तैनाती की गई। आयोजन उन्हीं की निगरानी में आयोजित किया जा रहा है। साथ ही संबंधित टीमों के खिलाड़ियों की जांच के बाद ही मैदान में प्रवेश दिया जा रहा है। (340, 238, 473, 291)
